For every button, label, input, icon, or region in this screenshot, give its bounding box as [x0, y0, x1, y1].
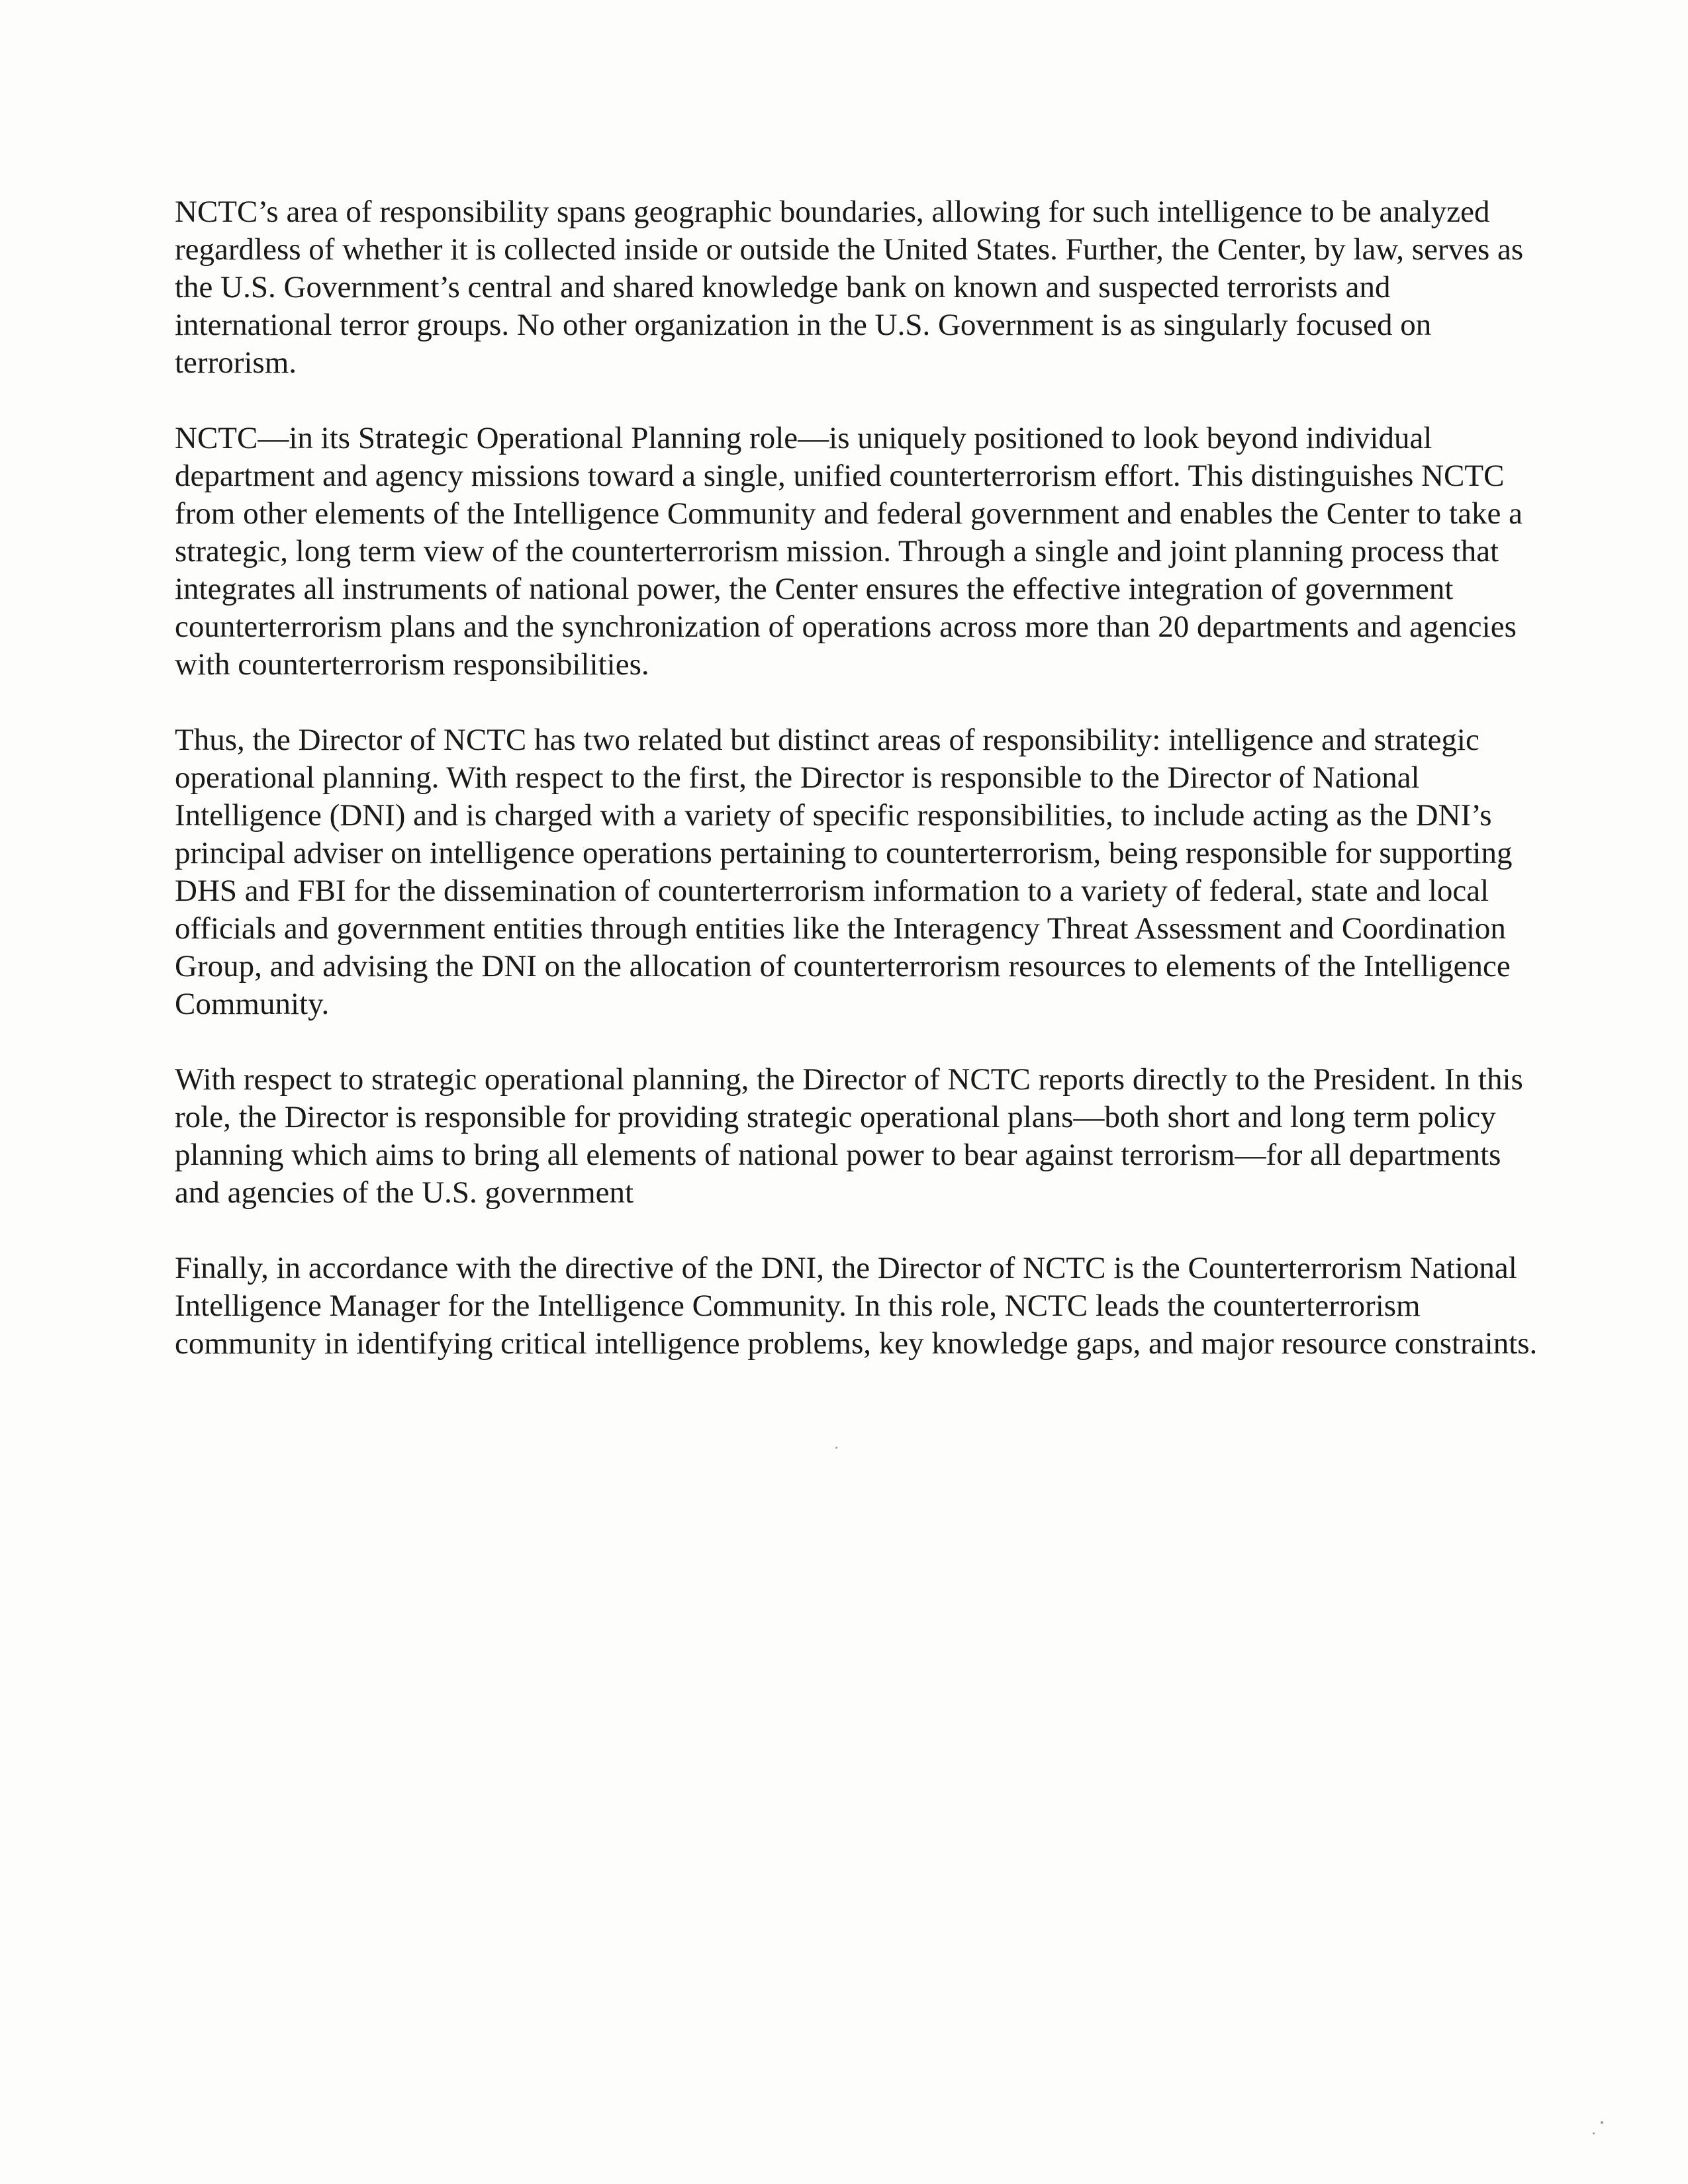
paragraph-director-responsibilities: Thus, the Director of NCTC has two related but distinct areas of responsibility: intelligence and strategic operational planning. With respect to the first, the Director is responsible to the Director of National Intelligence (DNI) and is charged with a variety of specific responsibilities, to include acting as the DNI’s principal adviser on intelligence operations pertaining to counterterrorism, being responsible for supporting DHS and FBI for the dissemination of counterterrorism information to a variety of federal, state and local officials and government entities through entities like the Interagency Threat Assessment and Coordination Group, and advising the DNI on the allocation of counterterrorism resources to elements of the Intelligence Community.: [175, 723, 1513, 1021]
paragraph-nctc-responsibility: NCTC’s area of responsibility spans geographic boundaries, allowing for such intelligence to be analyzed regardless of whether it is collected inside or outside the United States. Further, the Center, by law, serves as the U.S. Government’s central and shared knowledge bank on known and suspected terrorists and international terror groups. No other organization in the U.S. Government is as singularly focused on terrorism.: [175, 195, 1524, 380]
scan-artifact: [1601, 2121, 1603, 2124]
scan-artifact: [835, 1447, 837, 1449]
paragraph-strategic-planning-role: NCTC—in its Strategic Operational Planning role—is uniquely positioned to look beyond individual department and agency missions toward a single, unified counterterrorism effort. This distinguishes NCTC from other elements of the Intelligence Community and federal government and enables the Center to take a strategic, long term view of the counterterrorism mission. Through a single and joint planning process that integrates all instruments of national power, the Center ensures the effective integration of government counterterrorism plans and the synchronization of operations across more than 20 departments and agencies with counterterrorism responsibilities.: [175, 421, 1523, 682]
paragraph-intelligence-manager: Finally, in accordance with the directive of the DNI, the Director of NCTC is the Counterterrorism National Intelligence Manager for the Intelligence Community. In this role, NCTC leads the counterterrorism community in identifying critical intelligence problems, key knowledge gaps, and major resource constraints.: [175, 1251, 1538, 1361]
scan-artifact: [1593, 2132, 1595, 2134]
paragraph-reports-to-president: With respect to strategic operational planning, the Director of NCTC reports directly to the President. In this role, the Director is responsible for providing strategic operational plans—both short and long term policy planning which aims to bring all elements of national power to bear against terrorism—for all departments and agencies of the U.S. government: [175, 1062, 1523, 1210]
document-body: [175, 193, 1552, 1400]
